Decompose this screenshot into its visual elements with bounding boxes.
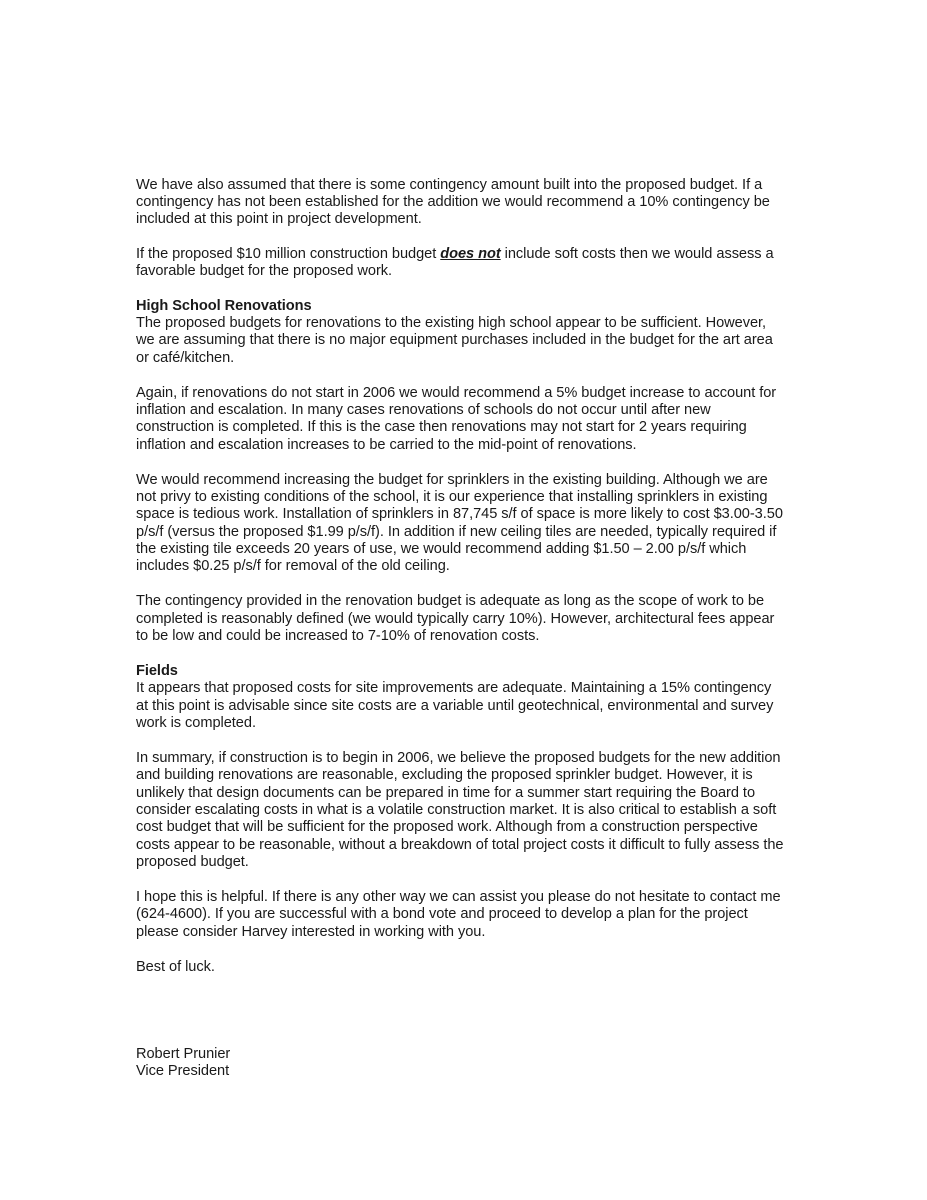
paragraph-renovation-contingency-line-2: completed is reasonably defined (we would typically carry 10%). However, architectural fees appear [136, 611, 775, 627]
sign-off: Best of luck. [136, 959, 215, 975]
paragraph-fields-line-1: It appears that proposed costs for site improvements are adequate. Maintaining a 15% contingency [136, 680, 772, 696]
paragraph-summary-line-1: In summary, if construction is to begin in 2006, we believe the proposed budgets for the new addition [136, 750, 781, 766]
paragraph-summary-line-6: costs appear to be reasonable, without a breakdown of total project costs it difficult to fully assess the [136, 837, 784, 853]
paragraph-hs-intro-line-1: The proposed budgets for renovations to the existing high school appear to be sufficient. However, [136, 315, 767, 331]
paragraph-renovation-contingency-line-3: to be low and could be increased to 7-10% of renovation costs. [136, 628, 540, 644]
paragraph-fields-line-3: work is completed. [136, 715, 256, 731]
paragraph-closing-line-1: I hope this is helpful. If there is any other way we can assist you please do not hesitate to contact me [136, 889, 781, 905]
paragraph-fields-line-2: at this point is advisable since site costs are a variable until geotechnical, environmental and survey [136, 698, 774, 714]
paragraph-summary-line-4: consider escalating costs in what is a volatile construction market. It is also critical to establish a soft [136, 802, 777, 818]
paragraph-summary-line-2: and building renovations are reasonable, excluding the proposed sprinkler budget. However, it is [136, 767, 753, 783]
paragraph-hs-inflation-line-2: inflation and escalation. In many cases renovations of schools do not occur until after new [136, 402, 711, 418]
paragraph-soft-costs-line-2: favorable budget for the proposed work. [136, 263, 393, 279]
signature-name: Robert Prunier [136, 1046, 231, 1062]
paragraph-hs-inflation-line-3: construction is completed. If this is the case then renovations may not start for 2 years requiring [136, 419, 747, 435]
paragraph-closing-line-3: please consider Harvey interested in working with you. [136, 924, 486, 940]
paragraph-sprinklers-line-3: space is tedious work. Installation of sprinklers in 87,745 s/f of space is more likely to cost $3.00-3.50 [136, 506, 783, 522]
paragraph-renovation-contingency-line-1: The contingency provided in the renovation budget is adequate as long as the scope of work to be [136, 593, 765, 609]
soft-costs-text-before: If the proposed $10 million construction budget [136, 246, 441, 262]
section-heading-fields: Fields [136, 663, 178, 679]
paragraph-contingency-line-1: We have also assumed that there is some contingency amount built into the proposed budget. If a [136, 177, 763, 193]
paragraph-hs-inflation-line-4: inflation and escalation increases to be carried to the mid-point of renovations. [136, 437, 637, 453]
paragraph-sprinklers-line-4: p/s/f (versus the proposed $1.99 p/s/f). In addition if new ceiling tiles are needed, typically required if [136, 524, 777, 540]
paragraph-summary-line-7: proposed budget. [136, 854, 249, 870]
soft-costs-text-after: include soft costs then we would assess a [500, 246, 774, 262]
paragraph-contingency-line-3: included at this point in project development. [136, 211, 422, 227]
signature-title: Vice President [136, 1063, 230, 1079]
paragraph-sprinklers-line-6: includes $0.25 p/s/f for removal of the old ceiling. [136, 558, 450, 574]
paragraph-sprinklers-line-1: We would recommend increasing the budget for sprinklers in the existing building. Although we are [136, 472, 768, 488]
paragraph-contingency-line-2: contingency has not been established for the addition we would recommend a 10% contingency be [136, 194, 770, 210]
paragraph-summary-line-3: unlikely that design documents can be prepared in time for a summer start requiring the Board to [136, 785, 756, 801]
paragraph-sprinklers-line-2: not privy to existing conditions of the school, it is our experience that installing sprinklers in existing [136, 489, 768, 505]
paragraph-soft-costs-line-1 [136, 246, 774, 263]
paragraph-hs-intro-line-2: we are assuming that there is no major equipment purchases included in the budget for the art area [136, 332, 773, 348]
paragraph-sprinklers-line-5: the existing tile exceeds 20 years of use, we would recommend adding $1.50 – 2.00 p/s/f which [136, 541, 747, 557]
paragraph-summary-line-5: cost budget that will be sufficient for the proposed work. Although from a construction perspective [136, 819, 758, 835]
emphasis-does-not: does not [440, 246, 501, 262]
paragraph-hs-intro-line-3: or café/kitchen. [136, 350, 235, 366]
section-heading-high-school-renovations: High School Renovations [136, 298, 312, 314]
paragraph-hs-inflation-line-1: Again, if renovations do not start in 2006 we would recommend a 5% budget increase to account for [136, 385, 777, 401]
paragraph-closing-line-2: (624-4600). If you are successful with a bond vote and proceed to develop a plan for the project [136, 906, 748, 922]
